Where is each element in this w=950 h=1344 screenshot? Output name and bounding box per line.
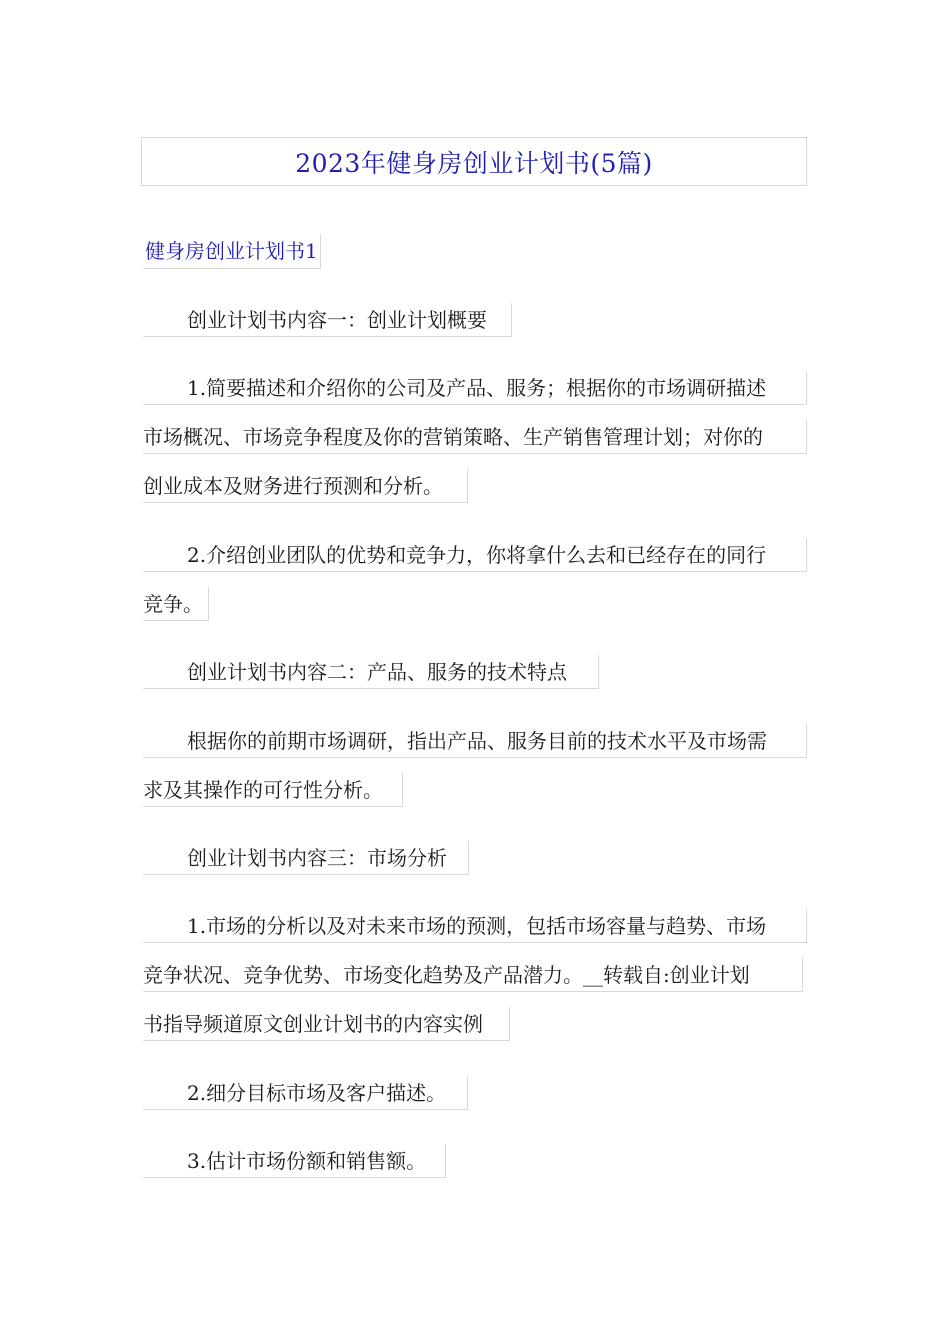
paragraph-line: 求及其操作的可行性分析。 [143, 773, 403, 807]
page-title: 2023年健身房创业计划书(5篇) [295, 148, 653, 178]
paragraph-line: 根据你的前期市场调研，指出产品、服务目前的技术水平及市场需 [143, 724, 807, 758]
paragraph-line: 创业计划书内容二：产品、服务的技术特点 [143, 655, 599, 689]
paragraph-line: 市场概况、市场竞争程度及你的营销策略、生产销售管理计划；对你的 [143, 420, 807, 454]
section-heading: 健身房创业计划书1 [143, 234, 321, 269]
paragraph-line: 书指导频道原文创业计划书的内容实例 [143, 1007, 510, 1041]
paragraph-line: 创业计划书内容三：市场分析 [143, 841, 469, 875]
paragraph-line: 创业成本及财务进行预测和分析。 [143, 469, 468, 503]
paragraph-line: 竞争。 [143, 587, 209, 621]
paragraph-line: 2.细分目标市场及客户描述。 [143, 1076, 468, 1110]
paragraph-line: 创业计划书内容一：创业计划概要 [143, 303, 512, 337]
paragraph-line: 1.市场的分析以及对未来市场的预测，包括市场容量与趋势、市场 [143, 909, 807, 943]
paragraph-line: 3.估计市场份额和销售额。 [143, 1144, 446, 1178]
paragraph-line: 竞争状况、竞争优势、市场变化趋势及产品潜力。__转载自:创业计划 [143, 958, 803, 992]
paragraph-line: 1.简要描述和介绍你的公司及产品、服务；根据你的市场调研描述 [143, 371, 807, 405]
title-box [141, 137, 807, 186]
paragraph-line: 2.介绍创业团队的优势和竞争力，你将拿什么去和已经存在的同行 [143, 538, 807, 572]
